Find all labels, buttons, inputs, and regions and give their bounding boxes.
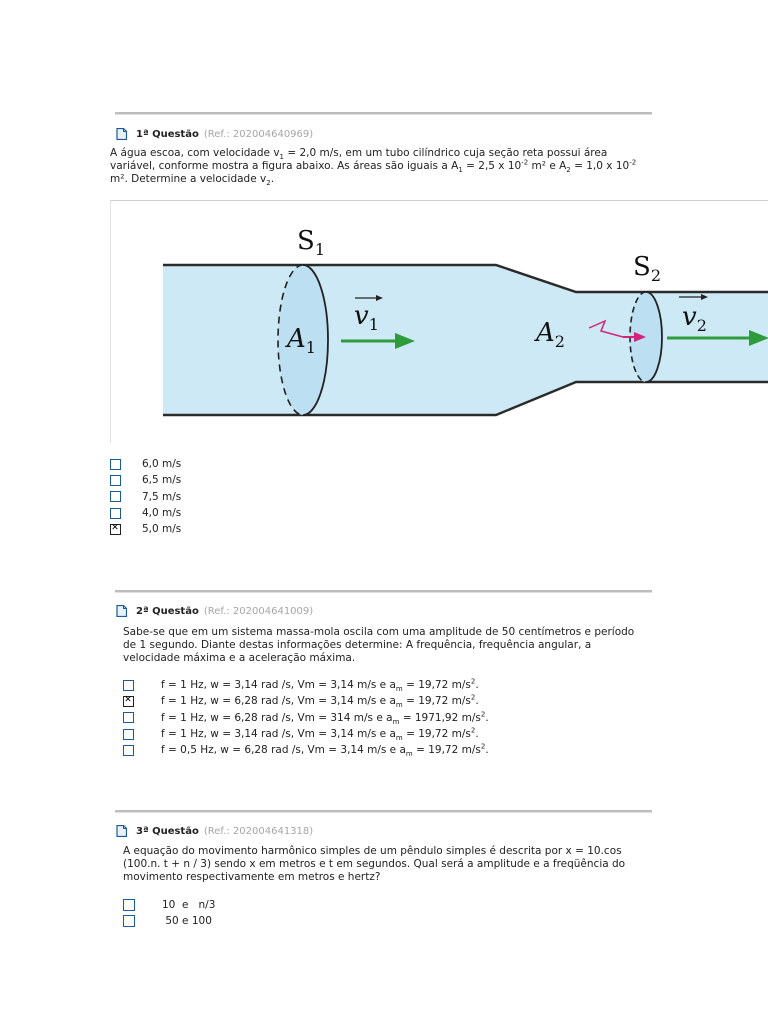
- answer-checkbox-checked[interactable]: [110, 524, 121, 535]
- answer-option[interactable]: ✕ 5,0 m/s: [110, 521, 181, 537]
- a1-label: $A_1$: [287, 324, 316, 357]
- pipe-flow-figure: [110, 200, 768, 443]
- question-2-statement: Sabe-se que em um sistema massa-mola oscila com uma amplitude de 50 centímetros e período de 1 segundo. Diante destas informações determine: A frequência, frequência angular, a velocidade máxima e a aceleração máxima.: [123, 626, 635, 664]
- answer-checkbox[interactable]: [123, 680, 134, 691]
- question-3-statement: A equação do movimento harmônico simples de um pêndulo simples é descrita por x = 10.cos (100.n. t + n / 3) sendo x em metros e t em segundos. Qual será a amplitude e a freqüência do movimento respectivamente em metros e hertz?: [123, 845, 626, 883]
- answer-option[interactable]: 10 e n/3: [123, 897, 215, 913]
- answer-option[interactable]: f = 1 Hz, w = 3,14 rad /s, Vm = 3,14 m/s e $a_m = 19,72$ $m/s^2$.: [123, 726, 489, 742]
- question-ref: (Ref.: 202004640969): [203, 128, 314, 140]
- question-ref: (Ref.: 202004641318): [203, 825, 314, 837]
- answer-checkbox[interactable]: [110, 491, 121, 502]
- answer-option[interactable]: 4,0 m/s: [110, 505, 181, 521]
- answer-option[interactable]: f = 1 Hz, w = 3,14 rad /s, Vm = 3,14 m/s e $a_m = 19,72$ $m/s^2$.: [123, 677, 489, 693]
- question-ref: (Ref.: 202004641009): [203, 605, 314, 617]
- answer-option[interactable]: f = 0,5 Hz, w = 6,28 rad /s, Vm = 3,14 m/s e $a_m = 19,72$ $m/s^2$.: [123, 742, 489, 758]
- answer-checkbox[interactable]: [123, 899, 135, 911]
- answer-checkbox[interactable]: [123, 915, 135, 927]
- answer-checkbox[interactable]: [123, 712, 134, 723]
- question-3-header: [116, 825, 313, 837]
- question-icon: [116, 128, 127, 140]
- answer-option[interactable]: ✕ f = 1 Hz, w = 6,28 rad /s, Vm = 3,14 m/s e $a_m = 19,72$ $m/s^2$.: [123, 693, 489, 709]
- question-1-header: [116, 128, 313, 140]
- pipe-fluid: [163, 265, 768, 415]
- answer-checkbox[interactable]: [110, 508, 121, 519]
- question-3-options: [123, 897, 215, 930]
- answer-option[interactable]: 50 e 100: [123, 913, 215, 929]
- question-number: 1ª Questão: [136, 128, 199, 140]
- question-1-statement: A água escoa, com velocidade $v_1 = 2,0$ m/s, em um tubo cilíndrico cuja seção reta possui área variável, conforme mostra a figura abaixo. As áreas são iguais a $A_1 = 2,5$ x $10^{-2}$ m² e $A_2 = 1,0$ x $10^{-2}$ m². Determine a velocidade $v_2$.: [110, 147, 637, 188]
- a2-label: $A_2$: [536, 318, 565, 351]
- s2-label: $S_2$: [633, 252, 661, 285]
- question-icon: [116, 825, 127, 837]
- answer-option[interactable]: 6,5 m/s: [110, 472, 181, 488]
- question-2-header: [116, 605, 313, 617]
- answer-option[interactable]: 7,5 m/s: [110, 489, 181, 505]
- v2-label: $v_2$: [682, 302, 707, 335]
- question-icon: [116, 605, 127, 617]
- question-number: 3ª Questão: [136, 825, 199, 837]
- v1-label: $v_1$: [354, 301, 379, 334]
- question-divider: [115, 810, 652, 813]
- answer-checkbox[interactable]: [110, 475, 121, 486]
- answer-checkbox[interactable]: [123, 729, 134, 740]
- question-divider: [115, 590, 652, 593]
- question-2-options: [123, 677, 489, 758]
- answer-option[interactable]: f = 1 Hz, w = 6,28 rad /s, Vm = 314 m/s e $a_m = 1971,92$ $m/s^2$.: [123, 710, 489, 726]
- question-number: 2ª Questão: [136, 605, 199, 617]
- question-divider: [115, 112, 652, 115]
- answer-checkbox-checked[interactable]: [123, 696, 134, 707]
- answer-checkbox[interactable]: [110, 459, 121, 470]
- answer-option[interactable]: 6,0 m/s: [110, 456, 181, 472]
- question-1-options: [110, 456, 181, 537]
- s1-label: $S_1$: [297, 226, 325, 259]
- answer-checkbox[interactable]: [123, 745, 134, 756]
